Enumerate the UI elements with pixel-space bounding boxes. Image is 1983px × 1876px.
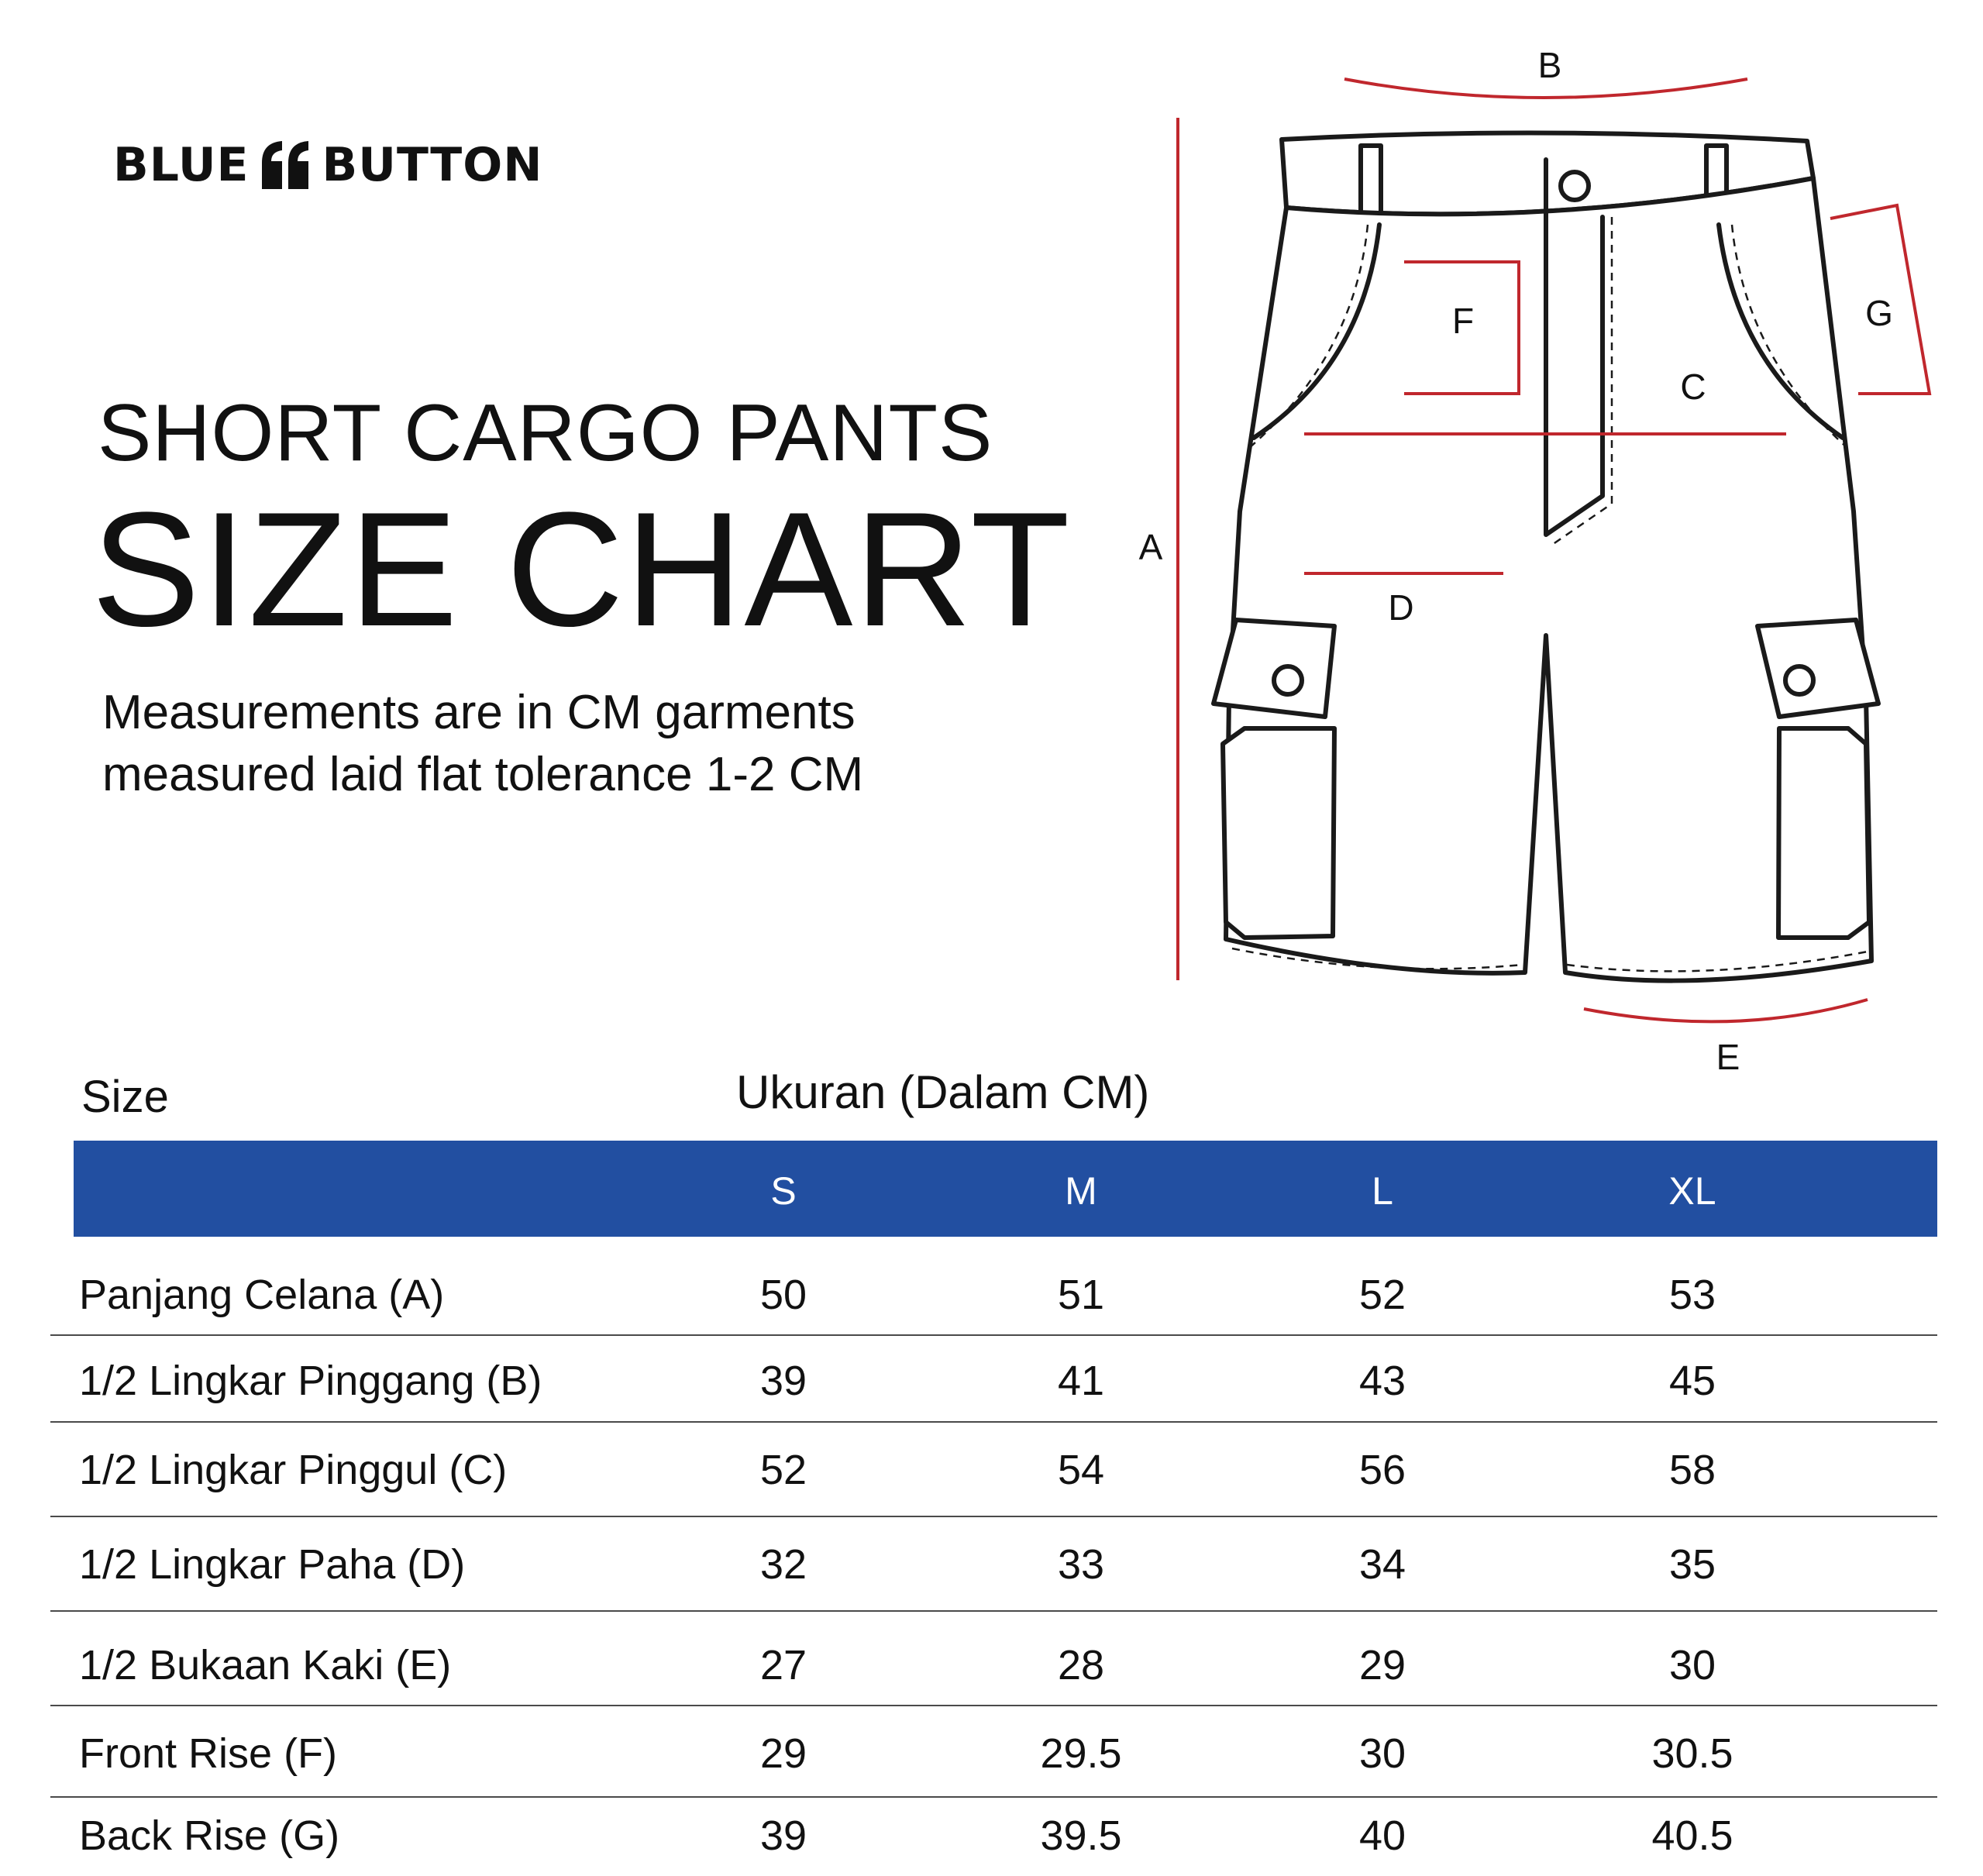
row-label: 1/2 Bukaan Kaki (E) — [79, 1642, 452, 1688]
col-header-xl: XL — [1668, 1169, 1716, 1213]
cell-m: 41 — [1057, 1358, 1105, 1404]
cell-s: 39 — [759, 1358, 807, 1404]
table-row — [50, 1238, 1937, 1336]
subtitle: SHORT CARGO PANTS — [98, 388, 993, 478]
row-label: 1/2 Lingkar Paha (D) — [79, 1541, 466, 1588]
cell-s: 32 — [759, 1541, 807, 1588]
table-row — [50, 1517, 1937, 1612]
page-title: SIZE CHART — [91, 478, 1072, 660]
measurement-note-line-2: measured laid flat tolerance 1-2 CM — [102, 748, 864, 801]
cell-s: 52 — [759, 1447, 807, 1493]
cell-xl: 53 — [1668, 1272, 1716, 1318]
cell-l: 43 — [1358, 1358, 1406, 1404]
table-row — [50, 1612, 1937, 1706]
cell-l: 56 — [1358, 1447, 1406, 1493]
cell-s: 29 — [759, 1730, 807, 1777]
cell-xl: 45 — [1668, 1358, 1716, 1404]
cell-m: 39.5 — [1040, 1812, 1122, 1859]
label-b: B — [1537, 45, 1562, 85]
label-d: D — [1388, 587, 1414, 628]
cell-s: 50 — [759, 1272, 807, 1318]
cell-m: 54 — [1057, 1447, 1105, 1493]
table-header — [74, 1141, 1937, 1237]
table-row — [50, 1423, 1937, 1517]
cell-xl: 40.5 — [1651, 1812, 1733, 1859]
cargo-flap-right — [1758, 620, 1878, 717]
cell-m: 33 — [1057, 1541, 1105, 1588]
cell-s: 39 — [759, 1812, 807, 1859]
row-label: 1/2 Lingkar Pinggul (C) — [79, 1447, 508, 1493]
cell-m: 29.5 — [1040, 1730, 1122, 1777]
cargo-pocket-right — [1778, 728, 1869, 938]
cargo-flap-left — [1214, 620, 1334, 717]
brand-left-text: BLUE — [113, 138, 250, 192]
brand-right-text: BUTTON — [322, 138, 543, 192]
table-row — [50, 1336, 1937, 1423]
cell-l: 30 — [1358, 1730, 1406, 1777]
cell-xl: 30.5 — [1651, 1730, 1733, 1777]
col-header-l: L — [1372, 1169, 1393, 1213]
cell-s: 27 — [759, 1642, 807, 1688]
col-header-s: S — [770, 1169, 797, 1213]
row-label: Panjang Celana (A) — [79, 1272, 445, 1318]
cell-m: 28 — [1057, 1642, 1105, 1688]
cell-l: 34 — [1358, 1541, 1406, 1588]
cargo-pocket-left — [1223, 728, 1334, 938]
label-f: F — [1451, 301, 1475, 341]
unit-label: Ukuran (Dalam CM) — [736, 1066, 1150, 1118]
cell-xl: 35 — [1668, 1541, 1716, 1588]
cell-xl: 30 — [1668, 1642, 1716, 1688]
label-a: A — [1138, 527, 1163, 567]
cell-xl: 58 — [1668, 1447, 1716, 1493]
label-g: G — [1865, 293, 1893, 333]
col-header-m: M — [1065, 1169, 1097, 1213]
label-c: C — [1680, 367, 1706, 407]
table-row — [50, 1706, 1937, 1798]
cell-l: 29 — [1358, 1642, 1406, 1688]
row-label: Front Rise (F) — [79, 1730, 338, 1777]
cell-m: 51 — [1057, 1272, 1105, 1318]
row-label: Back Rise (G) — [79, 1812, 340, 1859]
measurement-note-line-1: Measurements are in CM garments — [102, 686, 856, 739]
cell-l: 40 — [1358, 1812, 1406, 1859]
size-column-label: Size — [81, 1072, 169, 1122]
row-label: 1/2 Lingkar Pinggang (B) — [79, 1358, 542, 1404]
cell-l: 52 — [1358, 1272, 1406, 1318]
label-e: E — [1716, 1037, 1740, 1077]
table-row — [50, 1798, 1937, 1875]
measure-line-e — [1584, 1000, 1868, 1021]
